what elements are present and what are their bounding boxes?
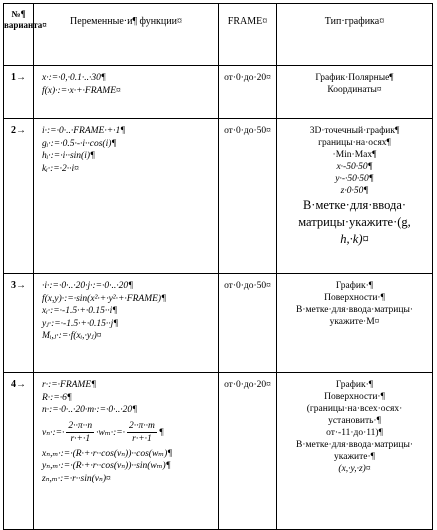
type-line: График·¶ bbox=[335, 281, 374, 291]
type-line: Поверхности·¶ bbox=[324, 392, 385, 402]
formula-line: xₙ,ₘ·:=·(R·+·r··cos(νₙ))··cos(wₘ)¶ bbox=[42, 448, 173, 459]
fraction-denominator: r·+·1 bbox=[70, 434, 91, 444]
type-line: Поверхности·¶ bbox=[324, 293, 385, 303]
row-vars bbox=[34, 274, 219, 373]
row-num: 1→ bbox=[4, 66, 34, 119]
formula-line: x·:=·0,·0.1·..·30¶ bbox=[42, 73, 106, 83]
row-frame: от·0·до·50¤ bbox=[219, 119, 277, 274]
type-line: границы·на·осях¶ bbox=[318, 138, 391, 148]
formula-line: f(x,y)·:=·sin(x²·+·y²·+·FRAME)¶ bbox=[42, 293, 167, 304]
header-vars: Переменные·и¶ функции¤ bbox=[34, 4, 219, 66]
table-row bbox=[4, 119, 433, 274]
row-vars bbox=[34, 373, 219, 530]
row-type bbox=[277, 274, 433, 373]
type-line: установить·¶ bbox=[328, 416, 381, 426]
type-line: x·-50·50¶ bbox=[336, 162, 373, 172]
table-row bbox=[4, 66, 433, 119]
row-frame: от·0·до·20¤ bbox=[219, 66, 277, 119]
type-line: График·¶ bbox=[335, 380, 374, 390]
fraction-lhs: νₙ·:=· bbox=[42, 427, 65, 438]
type-line: ·Min·Max¶ bbox=[332, 150, 377, 160]
row-type bbox=[277, 373, 433, 530]
row-frame: от·0·до·20¤ bbox=[219, 373, 277, 530]
formula-line: Mᵢ,ⱼ·:=·f(xᵢ,·yⱼ)¤ bbox=[42, 331, 102, 341]
type-line: z·0·50¶ bbox=[340, 186, 369, 196]
formula-line: hᵢ·:=·i··sin(i)¶ bbox=[42, 151, 95, 161]
formula-line: xᵢ·:=·-1.5·+·0.15··i¶ bbox=[42, 306, 118, 316]
type-line: (x,·y,·z)¤ bbox=[338, 464, 371, 474]
type-line: В·метке·для·ввода·матрицы· bbox=[296, 440, 413, 450]
type-line: Координаты¤ bbox=[327, 85, 382, 95]
formula-line: gᵢ·:=·0.5·-·i··cos(i)¶ bbox=[42, 138, 117, 149]
fraction-lhs: ·wₘ·:=· bbox=[96, 427, 126, 438]
row-vars bbox=[34, 119, 219, 274]
variants-table bbox=[3, 3, 433, 530]
formula-line: yⱼ·:=·-1.5·+·0.15··j¶ bbox=[42, 318, 119, 329]
table-row bbox=[4, 373, 433, 530]
formula-line: r·:=·FRAME¶ bbox=[42, 380, 97, 390]
fraction bbox=[66, 420, 94, 446]
row-frame: от·0·до·50¤ bbox=[219, 274, 277, 373]
row-type bbox=[277, 66, 433, 119]
fraction-numerator: 2··π··m bbox=[127, 420, 157, 434]
pilcrow: ¶ bbox=[158, 427, 164, 438]
fraction bbox=[127, 420, 157, 446]
header-frame: FRAME¤ bbox=[219, 4, 277, 66]
document-page bbox=[3, 3, 432, 499]
type-line: укажите·M¤ bbox=[329, 317, 380, 327]
header-num: №¶ варианта¤ bbox=[4, 4, 34, 66]
header-row bbox=[4, 4, 433, 66]
type-note: В·метке·для·ввода· bbox=[302, 198, 407, 212]
row-num: 3→ bbox=[4, 274, 34, 373]
type-line: График·Полярные¶ bbox=[315, 73, 394, 83]
formula-line: yₙ,ₘ·:=·(R·+·r··cos(νₙ))··sin(wₘ)¶ bbox=[42, 461, 171, 471]
header-type: Тип·графика¤ bbox=[277, 4, 433, 66]
row-type bbox=[277, 119, 433, 274]
type-note: h,·k)¤ bbox=[340, 232, 369, 246]
formula-line: n·:=·0·..·20·m·:=·0·..·20¶ bbox=[42, 405, 138, 415]
formula-line: ·i·:=·0·..·20·j·:=·0·..·20¶ bbox=[42, 281, 134, 291]
formula-line: zₙ,ₘ·:=·r··sin(νₙ)¤ bbox=[42, 473, 111, 484]
type-line: (границы·на·всех·осях· bbox=[306, 404, 403, 414]
row-num: 2→ bbox=[4, 119, 34, 274]
type-line: y·-·50·50¶ bbox=[335, 174, 374, 184]
type-line: 3D·точечный·график¶ bbox=[309, 126, 400, 136]
formula-line: kᵢ·:=·2··i¤ bbox=[42, 163, 79, 174]
fraction-denominator: r·+·1 bbox=[132, 434, 152, 444]
row-vars bbox=[34, 66, 219, 119]
fraction-numerator: 2··π··n bbox=[66, 420, 94, 434]
formula-line: R·:=·6¶ bbox=[42, 392, 72, 403]
formula-line: f(x)·:=·x·+·FRAME¤ bbox=[42, 85, 121, 96]
row-num: 4→ bbox=[4, 373, 34, 530]
type-line: В·метке·для·ввода·матрицы· bbox=[296, 305, 413, 315]
formula-line: i·:=·0·..·FRAME·+·1¶ bbox=[42, 126, 126, 136]
type-note: матрицы·укажите·(g, bbox=[298, 215, 411, 229]
type-line: от·-11·до·11)¶ bbox=[326, 428, 383, 438]
type-line: укажите·¶ bbox=[334, 452, 375, 462]
table-row bbox=[4, 274, 433, 373]
fraction-formula bbox=[42, 420, 218, 446]
